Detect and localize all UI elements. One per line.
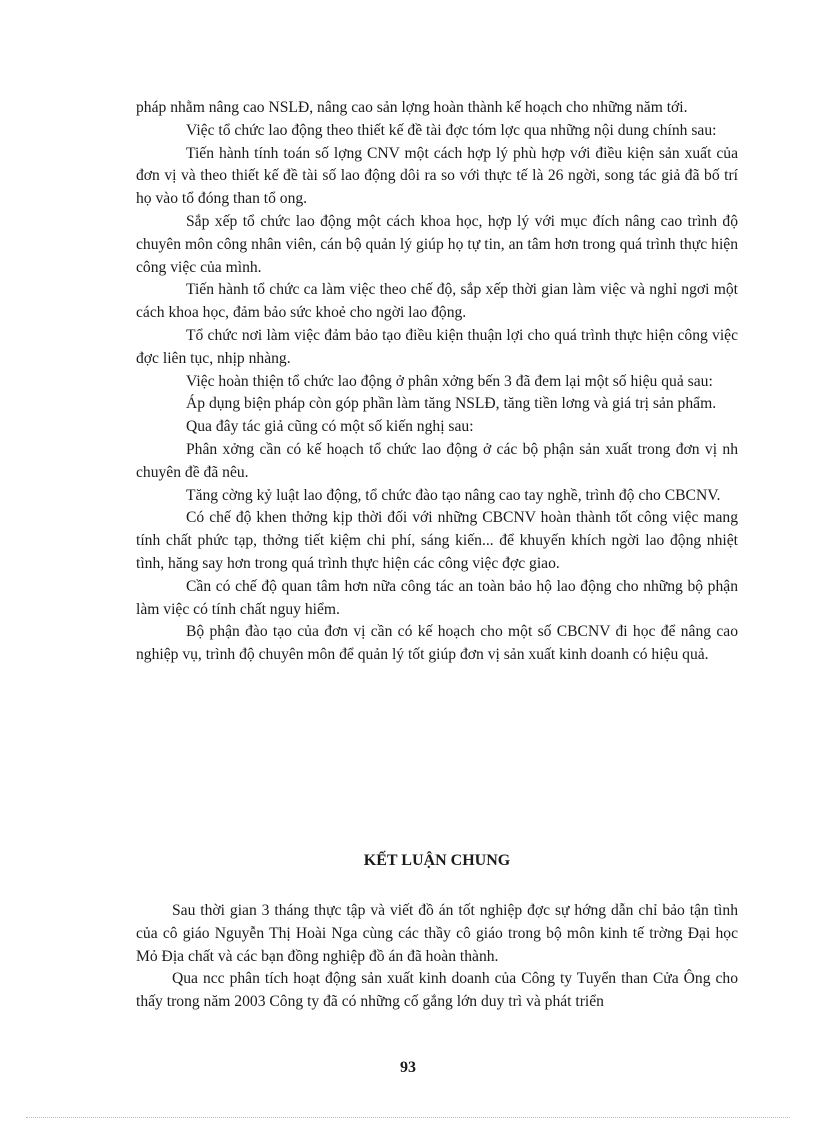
paragraph: Tiến hành tổ chức ca làm việc theo chế độ, sắp xếp thời gian làm việc và nghỉ ngơi một cách khoa học, đảm bảo sức khoẻ cho ngời lao động. xyxy=(136,281,738,322)
footer-divider xyxy=(26,1117,790,1118)
paragraph: Việc hoàn thiện tổ chức lao động ở phân xởng bến 3 đã đem lại một số hiệu quả sau: xyxy=(186,372,713,390)
section-heading: KẾT LUẬN CHUNG xyxy=(363,852,511,869)
paragraph: Tiến hành tính toán số lợng CNV một cách hợp lý phù hợp với điều kiện sản xuất của đơn vị và theo thiết kế đề tài số lao động dôi ra so với thực tế là 26 ngời, song tác giả đã bố trí họ vào tổ đóng than tổ ong. xyxy=(136,144,738,208)
paragraph: Phân xởng cần có kế hoạch tổ chức lao động ở các bộ phận sản xuất trong đơn vị nh chuyên đề đã nêu. xyxy=(136,440,738,481)
paragraph: Tăng cờng kỷ luật lao động, tổ chức đào tạo nâng cao tay nghề, trình độ cho CBCNV. xyxy=(186,486,721,504)
paragraph: Có chế độ khen thởng kịp thời đối với những CBCNV hoàn thành tốt công việc mang tính chất phức tạp, thởng tiết kiệm chi phí, sáng kiến... để khuyến khích ngời lao động nhiệt tình, hăng say hơn trong quá trình thực hiện các công việc đợc giao. xyxy=(136,509,738,572)
conclusion-text xyxy=(136,900,738,1014)
page-number: 93 xyxy=(400,1059,416,1076)
paragraph: Áp dụng biện pháp còn góp phần làm tăng NSLĐ, tăng tiền lơng và giá trị sản phẩm. xyxy=(186,395,717,413)
paragraph: Cần có chế độ quan tâm hơn nữa công tác an toàn bảo hộ lao động cho những bộ phận làm việc có tính chất nguy hiểm. xyxy=(136,577,738,618)
conclusion-paragraph: Sau thời gian 3 tháng thực tập và viết đồ án tốt nghiệp đợc sự hớng dẫn chỉ bảo tận tình của cô giáo Nguyễn Thị Hoài Nga cùng các thầy cô giáo trong bộ môn kinh tế trờng Đại học Mỏ Địa chất và các bạn đồng nghiệp đồ án đã hoàn thành. xyxy=(136,902,738,965)
paragraph: Sắp xếp tổ chức lao động một cách khoa học, hợp lý với mục đích nâng cao trình độ chuyên môn công nhân viên, cán bộ quản lý giúp họ tự tin, an tâm hơn trong quá trình thực hiện công việc của mình. xyxy=(136,212,738,276)
paragraph: pháp nhằm nâng cao NSLĐ, nâng cao sản lợng hoàn thành kế hoạch cho những năm tới. xyxy=(136,99,688,116)
conclusion-paragraph: Qua ncc phân tích hoạt động sản xuất kinh doanh của Công ty Tuyển than Cửa Ông cho thấy trong năm 2003 Công ty đã có những cố gắng lớn duy trì và phát triển xyxy=(136,970,738,1011)
body-text xyxy=(136,97,738,667)
paragraph: Qua đây tác giả cũng có một số kiến nghị sau: xyxy=(186,418,474,436)
paragraph: Việc tổ chức lao động theo thiết kế đề tài đợc tóm lợc qua những nội dung chính sau: xyxy=(186,121,717,139)
paragraph: Bộ phận đào tạo của đơn vị cần có kế hoạch cho một số CBCNV đi học để nâng cao nghiệp vụ, trình độ chuyên môn để quản lý tốt giúp đơn vị sản xuất kinh doanh có hiệu quả. xyxy=(136,623,738,664)
paragraph: Tổ chức nơi làm việc đảm bảo tạo điều kiện thuận lợi cho quá trình thực hiện công việc đợc liên tục, nhịp nhàng. xyxy=(136,326,738,367)
